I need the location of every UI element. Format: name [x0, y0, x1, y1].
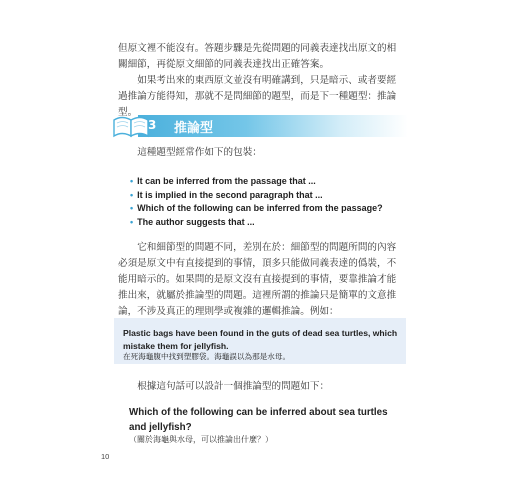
bullet-icon: •: [130, 189, 134, 200]
section-heading-bar: [138, 115, 408, 137]
list-item-text: It can be inferred from the passage that ...: [137, 176, 316, 186]
example-chinese: 在死海龜腹中找到塑膠袋。海龜誤以為那是水母。: [123, 352, 291, 361]
example-box: [114, 318, 406, 364]
list-item-text: Which of the following can be inferred from the passage?: [137, 203, 383, 214]
list-item: [130, 189, 383, 203]
section-heading: [108, 112, 408, 140]
list-item: [130, 216, 383, 230]
list-item-text: The author suggests that ...: [137, 216, 255, 227]
paragraph-3: 它和細節型的問題不同，差別在於：細節型的問題所問的內容必須是原文中有直接提到的事情，頂多只能做同義表達的僞裝，不能用暗示的。如果問的是原文沒有直接提到的事情，要靠推論才能推出來，就屬於推論型的問題。這裡所謂的推論只是簡單的文意推論，不涉及真正的理則學或複雜的邏輯推論。例如：: [118, 242, 397, 317]
paragraph-1: 但原文裡不能沒有。答題步驟是先從問題的同義表達找出原文的相關細節，再從原文細節的同義表達找出正確答案。: [118, 43, 397, 70]
paragraph-4: 根據這句話可以設計一個推論型的問題如下：: [137, 381, 330, 392]
bullet-icon: •: [130, 216, 134, 227]
bullet-icon: •: [130, 176, 134, 186]
question-chinese: （關於海龜與水母，可以推論出什麼？）: [129, 435, 273, 444]
page-number: 10: [101, 452, 110, 461]
paragraph-2: 如果考出來的東西原文並沒有明確講到，只是暗示、或者要經過推論方能得知，那就不是問細節的題型，而是下一種題型：推論型。: [118, 75, 397, 118]
section-number: 3: [148, 118, 157, 132]
question-english: Which of the following can be inferred about sea turtles and jellyfish?: [129, 407, 388, 433]
list-item: [130, 202, 383, 216]
list-item-text: It is implied in the second paragraph that ...: [137, 189, 323, 200]
bullet-icon: •: [130, 203, 134, 214]
section-title: 推論型: [174, 121, 214, 136]
intro-paragraph: 這種題型經常作如下的包裝：: [137, 147, 262, 158]
list-item: [130, 175, 383, 189]
bullet-list: [130, 175, 383, 229]
example-english: Plastic bags have been found in the guts of dead sea turtles, which mistake them for jellyfish.: [123, 328, 398, 351]
open-book-icon: [112, 114, 150, 138]
